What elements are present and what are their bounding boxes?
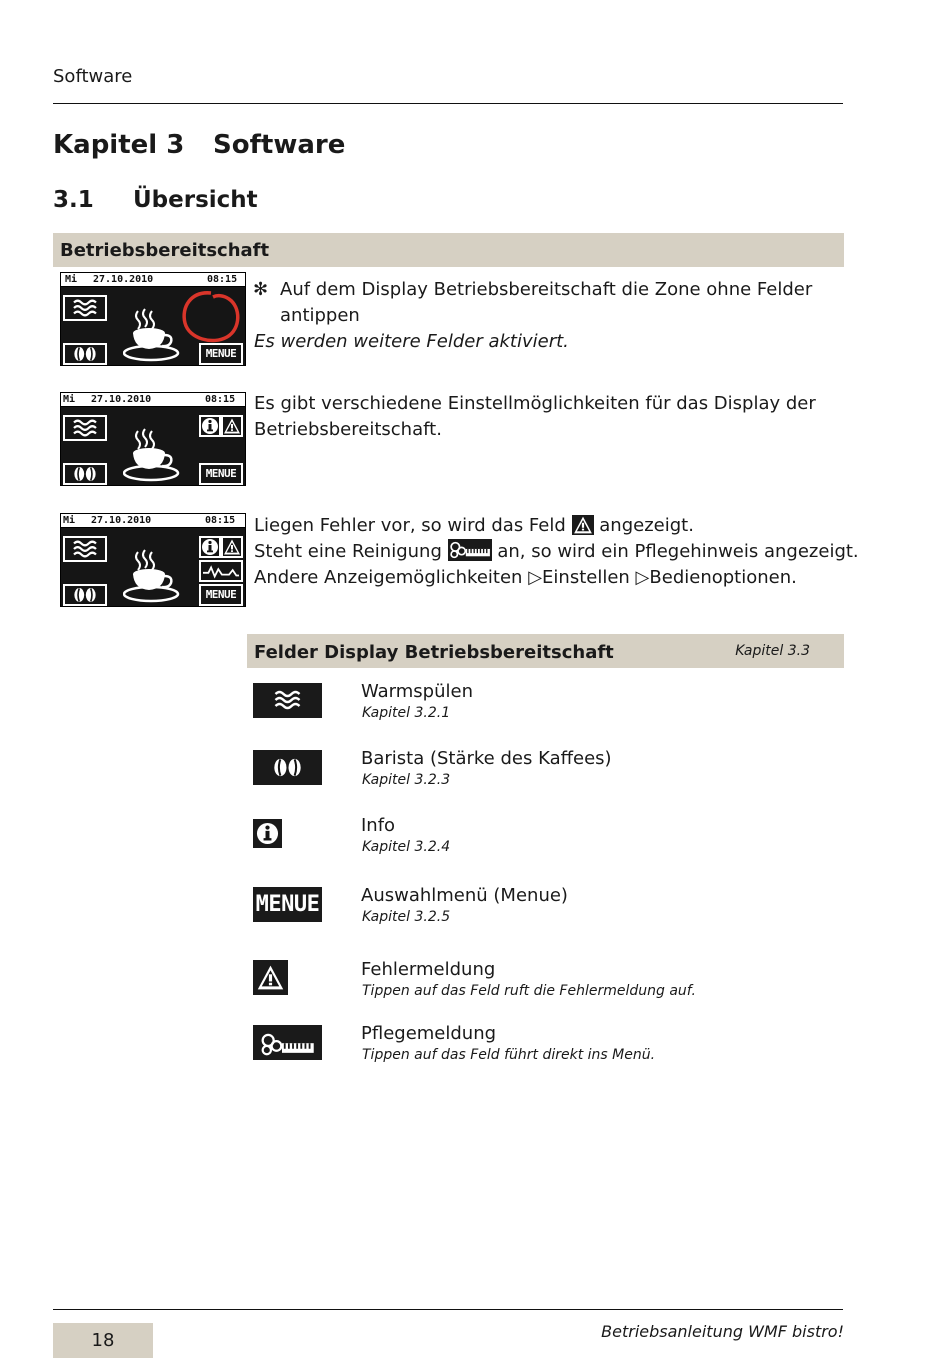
header-rule: [53, 103, 843, 104]
page-number: 18: [53, 1323, 153, 1358]
warning-button[interactable]: [221, 415, 243, 437]
display-time: 08:15: [205, 394, 236, 405]
display-screen-3: [60, 513, 246, 607]
section-title: Übersicht: [133, 187, 258, 213]
barista-button[interactable]: [63, 584, 107, 606]
warm-rinse-button[interactable]: [63, 295, 107, 321]
field-ref-menu: Kapitel 3.2.5: [362, 909, 451, 925]
arrow-icon: ▷: [528, 567, 543, 588]
step3-line3-c: Bedienoptionen.: [649, 567, 797, 588]
coffee-cup-icon: [123, 548, 183, 603]
field-ref-fehlermeldung: Tippen auf das Feld ruft die Fehlermeldung auf.: [362, 983, 696, 999]
menu-button[interactable]: MENUE: [199, 584, 243, 606]
arrow-icon: ▷: [635, 567, 650, 588]
care-icon: [201, 562, 241, 580]
footer-rule: [53, 1309, 843, 1310]
care-icon: [253, 1025, 322, 1060]
warm-rinse-button[interactable]: [63, 536, 107, 562]
field-name-fehlermeldung: Fehlermeldung: [361, 959, 496, 980]
warning-button[interactable]: [221, 536, 243, 558]
warm-rinse-icon: [65, 297, 105, 319]
step3-line2-post: an, so wird ein Pflegehinweis angezeigt.: [497, 541, 859, 562]
step1-instruction-line1: Auf dem Display Betriebsbereitschaft die Zone ohne Felder: [280, 279, 813, 300]
warning-icon: [223, 538, 241, 556]
step3-line3-b: Einstellen: [542, 567, 630, 588]
warm-rinse-icon: [253, 683, 322, 718]
display-time: 08:15: [205, 515, 236, 526]
field-ref-pflegemeldung: Tippen auf das Feld führt direkt ins Menü.: [362, 1047, 656, 1063]
field-name-info: Info: [361, 815, 396, 836]
field-ref-barista: Kapitel 3.2.3: [362, 772, 451, 788]
field-ref-warmspuelen: Kapitel 3.2.1: [362, 705, 451, 721]
step3-line1-post: angezeigt.: [599, 515, 694, 536]
fields-band-ref: Kapitel 3.3: [735, 643, 810, 659]
coffee-cup-icon: [123, 427, 183, 482]
display-date: 27.10.2010: [91, 515, 152, 526]
step2-line2: Betriebsbereitschaft.: [254, 419, 442, 440]
menu-button[interactable]: MENUE: [199, 343, 243, 365]
field-name-warmspuelen: Warmspülen: [361, 681, 473, 702]
step3-line3-a: Andere Anzeigemöglichkeiten: [254, 567, 523, 588]
chapter-title: Software: [213, 130, 346, 160]
field-name-menu: Auswahlmenü (Menue): [361, 885, 568, 906]
info-button[interactable]: [199, 536, 221, 558]
info-icon: [201, 417, 219, 435]
warning-inline-icon: [572, 515, 594, 535]
field-ref-info: Kapitel 3.2.4: [362, 839, 451, 855]
beans-icon: [65, 465, 105, 483]
display-day: Mi: [63, 515, 76, 526]
step3-line1-pre: Liegen Fehler vor, so wird das Feld: [254, 515, 566, 536]
running-head: Software: [53, 66, 133, 87]
info-button[interactable]: [199, 415, 221, 437]
fields-band: [247, 634, 844, 668]
care-inline-icon: [448, 539, 492, 561]
footer-title: Betriebsanleitung WMF bistro!: [601, 1322, 844, 1341]
section-number: 3.1: [53, 187, 94, 213]
step2-line1: Es gibt verschiedene Einstellmöglichkeiten für das Display der: [254, 393, 816, 414]
display-status-bar: [61, 393, 245, 407]
beans-icon: [65, 586, 105, 604]
step3-line2: [254, 539, 859, 565]
coffee-cup-icon: [123, 307, 183, 362]
barista-icon: [253, 750, 322, 785]
step3-line3: [254, 565, 797, 591]
warm-rinse-icon: [65, 417, 105, 439]
band-title: Betriebsbereitschaft: [60, 240, 270, 261]
warm-rinse-icon: [65, 538, 105, 560]
warning-icon: [223, 417, 241, 435]
display-day: Mi: [65, 274, 78, 285]
info-icon: [253, 819, 282, 848]
step3-line1: [254, 513, 694, 539]
step3-line2-pre: Steht eine Reinigung: [254, 541, 442, 562]
menu-button[interactable]: MENUE: [199, 463, 243, 485]
field-name-barista: Barista (Stärke des Kaffees): [361, 748, 612, 769]
chapter-number: Kapitel 3: [53, 130, 185, 160]
warm-rinse-button[interactable]: [63, 415, 107, 441]
display-day: Mi: [63, 394, 76, 405]
display-status-bar: [61, 514, 245, 528]
display-screen-2: [60, 392, 246, 486]
section-band: [53, 233, 844, 267]
step-bullet: ✻: [253, 279, 269, 300]
step1-instruction-line2: antippen: [280, 305, 360, 326]
display-screen-1: [60, 272, 246, 366]
display-date: 27.10.2010: [91, 394, 152, 405]
display-date: 27.10.2010: [93, 274, 154, 285]
field-name-pflegemeldung: Pflegemeldung: [361, 1023, 497, 1044]
info-icon: [201, 538, 219, 556]
warning-icon: [253, 960, 288, 995]
care-button[interactable]: [199, 560, 243, 582]
display-status-bar: [61, 273, 245, 287]
beans-icon: [65, 345, 105, 363]
step1-result: Es werden weitere Felder aktiviert.: [254, 331, 569, 352]
display-time: 08:15: [207, 274, 238, 285]
highlight-circle: [179, 289, 243, 345]
barista-button[interactable]: [63, 343, 107, 365]
barista-button[interactable]: [63, 463, 107, 485]
fields-band-title: Felder Display Betriebsbereitschaft: [254, 642, 614, 663]
menu-icon: MENUE: [253, 887, 322, 922]
